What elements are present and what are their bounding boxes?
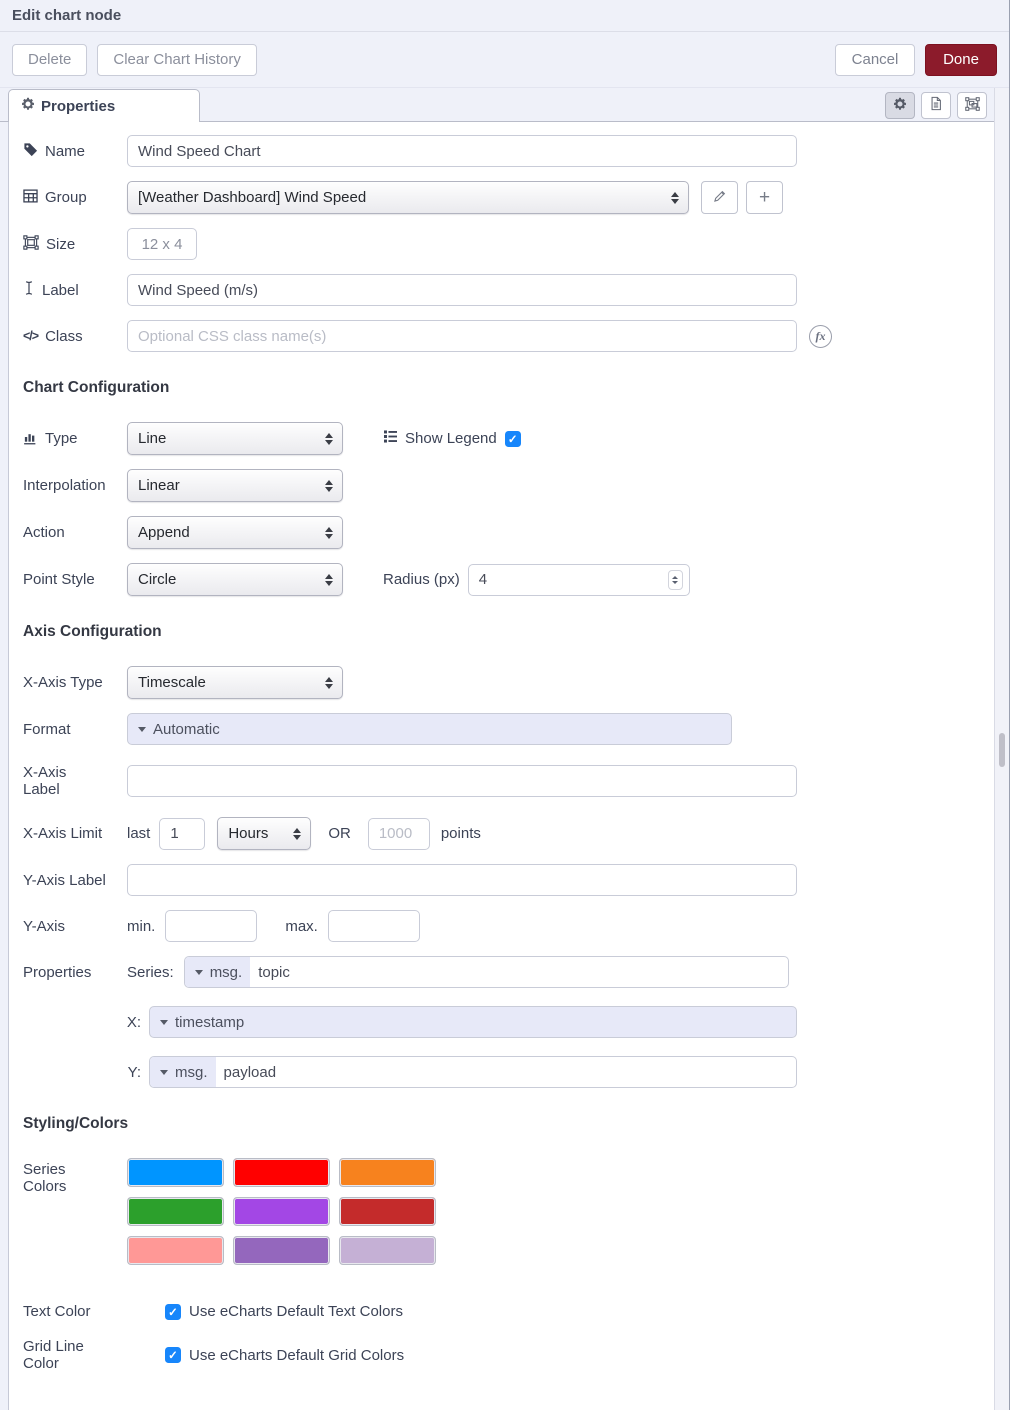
tag-icon: [23, 142, 38, 161]
x-property-row: [23, 1006, 994, 1038]
limit-points-input[interactable]: [368, 818, 430, 850]
grid-line-color-label: Grid Line Color: [23, 1338, 84, 1372]
edit-group-button[interactable]: [701, 181, 738, 214]
class-input[interactable]: [127, 320, 797, 352]
done-button[interactable]: Done: [925, 44, 997, 76]
fx-icon: fx: [809, 325, 832, 348]
grid-color-checkbox-label: Use eCharts Default Grid Colors: [189, 1346, 405, 1364]
dialog-title: Edit chart node: [12, 7, 122, 24]
code-icon: </>: [23, 329, 39, 343]
name-row: [23, 135, 994, 167]
x-property-label: X:: [126, 1013, 141, 1031]
x-property-typedinput[interactable]: timestamp: [149, 1006, 797, 1038]
radius-label: Radius (px): [383, 571, 460, 588]
x-axis-type-row: [23, 666, 994, 699]
min-label: min.: [127, 917, 156, 935]
series-color-swatch[interactable]: [233, 1236, 330, 1265]
type-select[interactable]: Line: [127, 422, 343, 455]
series-colors-label: Series Colors: [23, 1161, 67, 1195]
chevron-down-icon: [160, 1020, 168, 1025]
axis-configuration-heading: Axis Configuration: [23, 623, 162, 640]
document-icon: [929, 96, 943, 115]
y-property-row: [23, 1056, 994, 1088]
tab-icon-buttons: [885, 92, 987, 119]
add-group-button[interactable]: [746, 181, 783, 214]
interpolation-row: [23, 469, 994, 502]
size-row: [23, 228, 994, 260]
series-color-swatch[interactable]: [233, 1197, 330, 1226]
grid-line-color-row: [23, 1338, 994, 1372]
plus-icon: +: [758, 186, 771, 208]
object-group-icon: [23, 235, 39, 254]
cancel-button[interactable]: Cancel: [835, 44, 915, 76]
series-property-row: [23, 956, 994, 988]
group-label: Group: [45, 189, 87, 206]
show-legend-checkbox[interactable]: ✓: [505, 431, 521, 447]
select-arrows-icon: [317, 677, 333, 689]
y-property-typedinput[interactable]: msg. payload: [149, 1056, 797, 1088]
y-axis-label-input[interactable]: [127, 864, 797, 896]
type-row: [23, 422, 994, 455]
tab-bar: [0, 88, 1009, 122]
max-label: max.: [285, 917, 318, 935]
dialog-header: [0, 0, 1009, 32]
name-input[interactable]: [127, 135, 797, 167]
series-color-swatch[interactable]: [339, 1158, 436, 1187]
y-axis-label-row: [23, 864, 994, 896]
series-label: Series:: [127, 963, 174, 981]
tab-properties-label: Properties: [41, 97, 116, 115]
vertical-scrollbar[interactable]: [994, 88, 1009, 1410]
chevron-down-icon: [195, 970, 203, 975]
last-label: last: [127, 825, 151, 842]
tab-properties[interactable]: [8, 89, 200, 122]
class-row: [23, 320, 994, 352]
select-arrows-icon: [663, 192, 679, 204]
y-axis-range-row: [23, 910, 994, 942]
point-style-label: Point Style: [23, 571, 95, 588]
spinner-icon[interactable]: [668, 570, 683, 590]
select-arrows-icon: [317, 480, 333, 492]
text-color-checkbox-label: Use eCharts Default Text Colors: [189, 1303, 403, 1320]
series-color-swatch[interactable]: [339, 1236, 436, 1265]
label-input[interactable]: [127, 274, 797, 306]
x-axis-type-select[interactable]: Timescale: [127, 666, 343, 699]
object-group-icon: [965, 97, 980, 115]
select-arrows-icon: [317, 574, 333, 586]
series-typedinput[interactable]: msg. topic: [184, 956, 789, 988]
table-icon: [23, 189, 38, 207]
name-label: Name: [45, 142, 86, 160]
action-label: Action: [23, 524, 65, 541]
y-axis-label-label: Y-Axis Label: [23, 871, 106, 889]
y-min-input[interactable]: [165, 910, 257, 942]
radius-input[interactable]: [468, 564, 690, 596]
text-color-checkbox[interactable]: ✓: [165, 1304, 181, 1320]
text-color-label: Text Color: [23, 1303, 91, 1320]
pencil-icon: [713, 187, 727, 209]
x-axis-limit-label: X-Axis Limit: [23, 825, 103, 842]
interpolation-label: Interpolation: [23, 477, 106, 494]
limit-last-input[interactable]: [159, 818, 205, 850]
appearance-view-button[interactable]: [957, 92, 987, 119]
group-select[interactable]: [Weather Dashboard] Wind Speed: [127, 181, 689, 214]
action-select[interactable]: Append: [127, 516, 343, 549]
text-color-row: [23, 1303, 994, 1320]
limit-unit-select[interactable]: Hours: [217, 817, 311, 850]
interpolation-select[interactable]: Linear: [127, 469, 343, 502]
bar-chart-icon: [23, 429, 38, 449]
x-axis-limit-row: [23, 817, 994, 850]
y-max-input[interactable]: [328, 910, 420, 942]
gear-icon: [893, 97, 907, 115]
scrollbar-thumb[interactable]: [999, 733, 1005, 767]
dialog-toolbar: [0, 32, 1009, 88]
gear-icon: [21, 97, 35, 115]
x-axis-label-label: X-Axis Label: [23, 764, 67, 798]
properties-view-button[interactable]: [885, 92, 915, 119]
series-colors-row: [23, 1158, 994, 1289]
clear-chart-history-button[interactable]: Clear Chart History: [97, 44, 257, 76]
chevron-down-icon: [138, 727, 146, 732]
size-button[interactable]: 12 x 4: [127, 228, 197, 260]
y-property-label: Y:: [127, 1063, 141, 1081]
series-color-swatches: [127, 1158, 436, 1265]
series-color-swatch[interactable]: [127, 1197, 224, 1226]
styling-colors-heading: Styling/Colors: [23, 1115, 129, 1132]
format-label: Format: [23, 720, 71, 738]
x-axis-label-row: [23, 759, 994, 803]
x-axis-type-label: X-Axis Type: [23, 674, 103, 691]
chevron-down-icon: [160, 1070, 168, 1075]
delete-button[interactable]: Delete: [12, 44, 87, 76]
or-label: OR: [328, 825, 351, 842]
type-label: Type: [45, 430, 78, 447]
grid-color-checkbox[interactable]: ✓: [165, 1347, 181, 1363]
x-axis-label-input[interactable]: [127, 765, 797, 797]
text-cursor-icon: [23, 280, 35, 300]
properties-label: Properties: [23, 963, 92, 981]
y-axis-label: Y-Axis: [23, 917, 65, 935]
show-legend-label: Show Legend: [405, 430, 497, 447]
point-style-select[interactable]: Circle: [127, 563, 343, 596]
series-color-swatch[interactable]: [127, 1158, 224, 1187]
select-arrows-icon: [285, 828, 301, 840]
action-row: [23, 516, 994, 549]
class-label: Class: [45, 327, 83, 345]
point-style-row: [23, 563, 994, 596]
group-row: [23, 181, 994, 214]
points-label: points: [440, 825, 481, 842]
select-arrows-icon: [317, 433, 333, 445]
series-color-swatch[interactable]: [233, 1158, 330, 1187]
series-color-swatch[interactable]: [339, 1197, 436, 1226]
description-view-button[interactable]: [921, 92, 951, 119]
select-arrows-icon: [317, 527, 333, 539]
label-row: [23, 274, 994, 306]
format-typedinput[interactable]: Automatic: [127, 713, 732, 745]
format-row: [23, 713, 994, 745]
radius-stepper: [468, 564, 690, 596]
legend-icon: [383, 430, 398, 447]
size-label: Size: [46, 235, 76, 253]
label-label: Label: [42, 281, 79, 299]
properties-panel: [8, 122, 995, 1410]
chart-configuration-heading: Chart Configuration: [23, 379, 170, 396]
series-color-swatch[interactable]: [127, 1236, 224, 1265]
